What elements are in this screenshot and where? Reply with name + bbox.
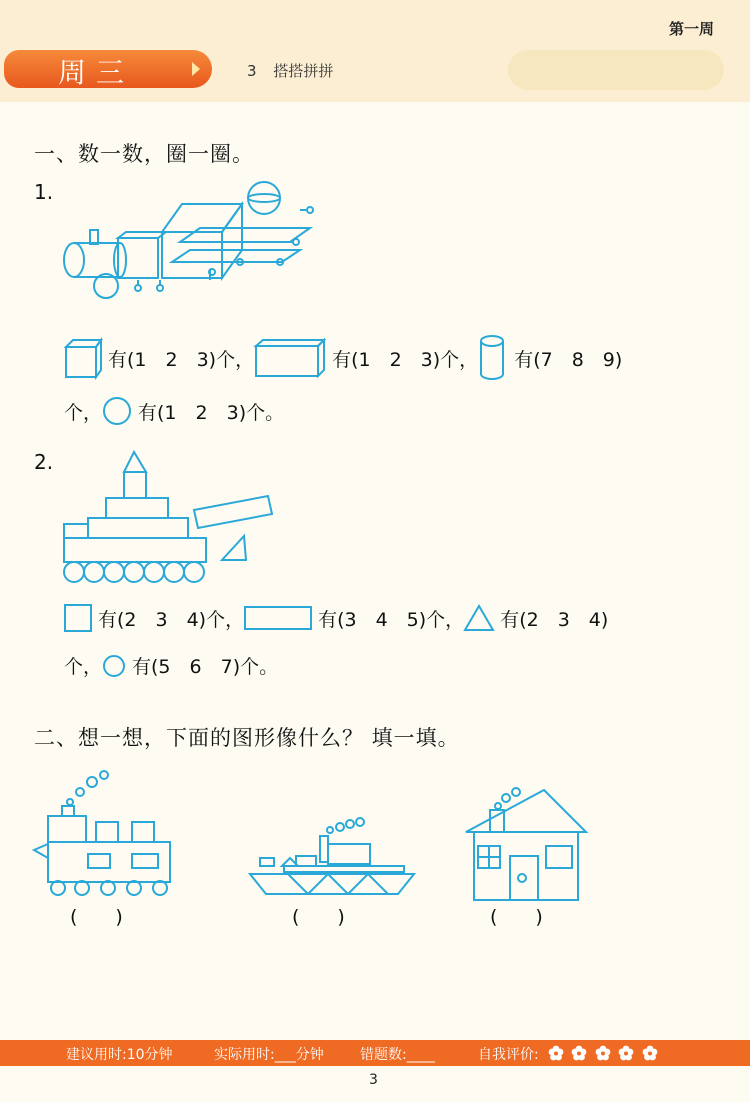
q1-answer-line2	[64, 396, 284, 426]
tank-figure	[62, 448, 282, 588]
lesson-heading	[247, 60, 333, 81]
self-eval-label: 自我评价:	[478, 1047, 539, 1063]
day-tab	[4, 50, 212, 88]
square-shape	[64, 604, 92, 632]
lesson-number: 3	[247, 62, 257, 80]
answer-blank-2[interactable]: ( )	[292, 906, 345, 928]
q1-sphere-choices[interactable]: 有(1 2 3)个。	[138, 401, 285, 424]
day-title: 周三	[58, 56, 135, 89]
q2-triangle-choices[interactable]: 有(2 3 4)	[500, 608, 609, 631]
lesson-title: 搭搭拼拼	[273, 62, 334, 80]
answer-blank-3[interactable]: ( )	[490, 906, 543, 928]
flower-icon[interactable]	[642, 1045, 658, 1061]
section2-title: 二、想一想，下面的图形像什么？ 填一填。	[34, 726, 460, 750]
boat-figure	[248, 818, 418, 898]
suggested-time: 建议用时:10分钟	[66, 1047, 173, 1063]
footer-bar	[0, 1040, 750, 1066]
train-figure	[32, 770, 182, 900]
q1-cuboid-choices[interactable]: 有(1 2 3)个，	[332, 348, 479, 371]
cube-shape	[64, 338, 102, 378]
q2-line2-prefix: 个，	[64, 656, 103, 678]
q1-answer-line1	[64, 334, 622, 382]
q2-number: 2.	[34, 450, 54, 474]
flower-icon[interactable]	[548, 1045, 564, 1061]
page-number: 3	[369, 1072, 378, 1088]
q2-answer-line2	[64, 652, 278, 679]
q2-square-choices[interactable]: 有(2 3 4)个，	[98, 608, 245, 631]
play-arrow-icon	[192, 62, 200, 76]
q2-rectangle-choices[interactable]: 有(3 4 5)个，	[318, 608, 465, 631]
error-count[interactable]: 错题数:____	[360, 1047, 435, 1063]
week-label: 第一周	[668, 20, 714, 38]
answer-blank-1[interactable]: ( )	[70, 906, 123, 928]
rectangle-shape	[244, 606, 312, 630]
flower-icon[interactable]	[618, 1045, 634, 1061]
decorative-oval	[508, 50, 724, 90]
cuboid-shape	[254, 338, 326, 378]
house-figure	[464, 782, 594, 902]
self-eval-rating[interactable]	[548, 1045, 661, 1061]
section1-title: 一、数一数，圈一圈。	[34, 142, 254, 166]
q2-circle-choices[interactable]: 有(5 6 7)个。	[132, 656, 279, 678]
flower-icon[interactable]	[595, 1045, 611, 1061]
cylinder-shape	[478, 334, 508, 382]
sphere-shape	[102, 396, 132, 426]
circle-shape	[102, 654, 126, 678]
q1-cube-choices[interactable]: 有(1 2 3)个，	[108, 348, 255, 371]
q2-answer-line1	[64, 604, 608, 632]
actual-time[interactable]: 实际用时:___分钟	[214, 1047, 324, 1063]
solid-train-figure	[60, 180, 320, 300]
q1-number: 1.	[34, 180, 54, 204]
flower-icon[interactable]	[571, 1045, 587, 1061]
q1-cylinder-choices[interactable]: 有(7 8 9)	[514, 348, 623, 371]
triangle-shape	[464, 605, 494, 631]
q1-line2-prefix: 个，	[64, 401, 103, 424]
